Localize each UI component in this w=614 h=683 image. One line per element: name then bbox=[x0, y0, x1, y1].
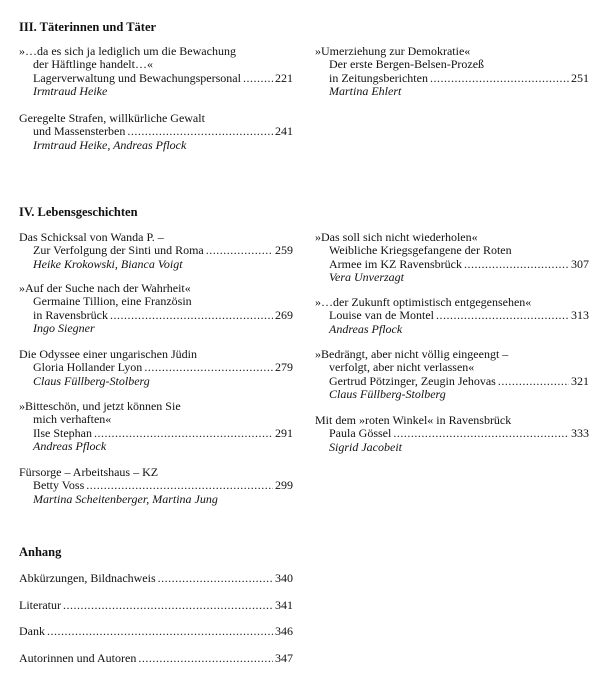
entry-title-text: verfolgt, aber nicht verlassen« bbox=[329, 360, 475, 375]
entry-title-line bbox=[19, 45, 293, 58]
entry-title-text: Zur Verfolgung der Sinti und Roma bbox=[33, 243, 204, 258]
entry-title-text: Betty Voss bbox=[33, 478, 85, 493]
entry-title-text: Germaine Tillion, eine Französin bbox=[33, 294, 192, 309]
entry-title-line bbox=[315, 414, 589, 427]
page-number: 347 bbox=[275, 651, 293, 665]
entry-title-line bbox=[315, 361, 589, 374]
page-number: 279 bbox=[275, 360, 293, 375]
entry-title-text: Das Schicksal von Wanda P. – bbox=[19, 230, 164, 244]
entry-title-text: Louise van de Montel bbox=[329, 308, 434, 323]
entry-title-line bbox=[315, 348, 589, 361]
entry-title-text: Armee im KZ Ravensbrück bbox=[329, 256, 462, 271]
toc-entry bbox=[315, 296, 589, 336]
appendix-line bbox=[19, 652, 293, 665]
page-number: 251 bbox=[571, 70, 589, 85]
entry-title-line bbox=[19, 479, 293, 492]
entry-title-line bbox=[19, 282, 293, 295]
entry-title-text: »Umerziehung zur Demokratie« bbox=[315, 44, 471, 58]
entry-title-text: Lagerverwaltung und Bewachungspersonal bbox=[33, 70, 241, 85]
toc-entry bbox=[19, 348, 293, 388]
toc-entry bbox=[19, 282, 293, 336]
page-number: 291 bbox=[275, 425, 293, 440]
entry-title-text: Paula Gössel bbox=[329, 426, 392, 441]
entry-title-text: in Zeitungsberichten bbox=[329, 70, 428, 85]
appendix-line bbox=[19, 572, 293, 585]
appendix-label: Abkürzungen, Bildnachweis bbox=[19, 571, 156, 585]
entry-author: Claus Füllberg-Stolberg bbox=[329, 387, 446, 402]
entry-title-text: Der erste Bergen-Belsen-Prozeß bbox=[329, 57, 485, 72]
entry-title-text: Gloria Hollander Lyon bbox=[33, 360, 143, 375]
toc-entry bbox=[315, 414, 589, 454]
toc-entry bbox=[19, 45, 293, 99]
entry-title-line bbox=[315, 231, 589, 244]
entry-title-line bbox=[19, 231, 293, 244]
leader-dots bbox=[206, 244, 273, 257]
leader-dots bbox=[436, 309, 569, 322]
appendix-line bbox=[19, 599, 293, 612]
entry-title-line bbox=[315, 427, 589, 440]
entry-title-line bbox=[19, 413, 293, 426]
appendix-entry bbox=[19, 652, 293, 665]
toc-entry bbox=[19, 400, 293, 454]
entry-title-text: »Bitteschön, und jetzt können Sie bbox=[19, 399, 181, 413]
entry-author: Ingo Siegner bbox=[33, 321, 95, 336]
entry-title-text: Fürsorge – Arbeitshaus – KZ bbox=[19, 465, 159, 479]
entry-author: Martina Scheitenberger, Martina Jung bbox=[33, 491, 218, 506]
leader-dots bbox=[86, 479, 273, 492]
entry-title-line bbox=[19, 244, 293, 257]
entry-title-text: »…da es sich ja lediglich um die Bewachung bbox=[19, 44, 236, 58]
entry-author: Claus Füllberg-Stolberg bbox=[33, 373, 150, 388]
entry-author: Andreas Pflock bbox=[33, 439, 107, 454]
entry-author: Heike Krokowski, Bianca Voigt bbox=[33, 256, 183, 271]
page-number: 259 bbox=[275, 243, 293, 258]
leader-dots bbox=[158, 572, 273, 585]
entry-title-text: Gertrud Pötzinger, Zeugin Jehovas bbox=[329, 373, 496, 388]
page-number: 341 bbox=[275, 598, 293, 612]
entry-title-line bbox=[19, 112, 293, 125]
page-number: 269 bbox=[275, 307, 293, 322]
entry-title-line bbox=[19, 361, 293, 374]
entry-author: Irmtraud Heike, Andreas Pflock bbox=[33, 137, 187, 152]
appendix-entry bbox=[19, 572, 293, 585]
leader-dots bbox=[464, 258, 569, 271]
page-number: 333 bbox=[571, 426, 589, 441]
leader-dots bbox=[110, 309, 273, 322]
page-number: 299 bbox=[275, 478, 293, 493]
leader-dots bbox=[63, 599, 273, 612]
leader-dots bbox=[243, 72, 273, 85]
appendix-label: Literatur bbox=[19, 598, 61, 612]
entry-title-text: der Häftlinge handelt…« bbox=[33, 57, 153, 72]
appendix-line bbox=[19, 625, 293, 638]
entry-title-line bbox=[19, 125, 293, 138]
entry-title-line bbox=[19, 295, 293, 308]
entry-title-line bbox=[315, 45, 589, 58]
toc-entry bbox=[19, 466, 293, 506]
leader-dots bbox=[144, 361, 273, 374]
page-number: 340 bbox=[275, 571, 293, 585]
leader-dots bbox=[498, 375, 569, 388]
leader-dots bbox=[127, 125, 273, 138]
entry-title-line bbox=[315, 58, 589, 71]
toc-entry bbox=[19, 112, 293, 152]
entry-title-text: Die Odyssee einer ungarischen Jüdin bbox=[19, 347, 197, 361]
entry-author: Andreas Pflock bbox=[329, 321, 403, 336]
appendix-entry bbox=[19, 599, 293, 612]
entry-title-line bbox=[315, 244, 589, 257]
entry-author: Irmtraud Heike bbox=[33, 84, 108, 99]
leader-dots bbox=[94, 427, 273, 440]
entry-author: Sigrid Jacobeit bbox=[329, 439, 402, 454]
entry-title-line bbox=[315, 258, 589, 271]
appendix-entry bbox=[19, 625, 293, 638]
entry-title-text: und Massensterben bbox=[33, 124, 126, 139]
leader-dots bbox=[393, 427, 569, 440]
entry-title-text: mich verhaften« bbox=[33, 412, 112, 427]
toc-entry bbox=[315, 348, 589, 402]
page-number: 241 bbox=[275, 124, 293, 139]
entry-title-text: »Auf der Suche nach der Wahrheit« bbox=[19, 281, 191, 295]
leader-dots bbox=[430, 72, 569, 85]
entry-author: Martina Ehlert bbox=[329, 84, 402, 99]
toc-entry bbox=[19, 231, 293, 271]
page-number: 313 bbox=[571, 308, 589, 323]
section-title-anhang: Anhang bbox=[19, 545, 62, 559]
page-number: 307 bbox=[571, 256, 589, 271]
entry-title-line bbox=[315, 72, 589, 85]
leader-dots bbox=[47, 625, 273, 638]
toc-entry bbox=[315, 45, 589, 99]
entry-title-line bbox=[19, 309, 293, 322]
appendix-label: Autorinnen und Autoren bbox=[19, 651, 137, 665]
entry-title-line bbox=[315, 375, 589, 388]
entry-title-text: »Bedrängt, aber nicht völlig eingeengt – bbox=[315, 347, 509, 361]
entry-title-line bbox=[315, 309, 589, 322]
entry-title-text: Ilse Stephan bbox=[33, 425, 92, 440]
entry-title-line bbox=[19, 348, 293, 361]
entry-title-line bbox=[315, 296, 589, 309]
page-number: 221 bbox=[275, 70, 293, 85]
entry-author: Vera Unverzagt bbox=[329, 270, 404, 285]
entry-title-text: in Ravensbrück bbox=[33, 307, 108, 322]
entry-title-text: Mit dem »roten Winkel« in Ravensbrück bbox=[315, 413, 512, 427]
page-number: 346 bbox=[275, 624, 293, 638]
entry-title-line bbox=[19, 466, 293, 479]
section-title-taeter: III. Täterinnen und Täter bbox=[19, 20, 157, 34]
leader-dots bbox=[138, 652, 273, 665]
entry-title-text: »Das soll sich nicht wiederholen« bbox=[315, 230, 478, 244]
entry-title-line bbox=[19, 400, 293, 413]
entry-title-text: Geregelte Strafen, willkürliche Gewalt bbox=[19, 111, 205, 125]
toc-entry bbox=[315, 231, 589, 285]
entry-title-line bbox=[19, 72, 293, 85]
entry-title-line bbox=[19, 427, 293, 440]
entry-title-line bbox=[19, 58, 293, 71]
appendix-label: Dank bbox=[19, 624, 45, 638]
entry-title-text: »…der Zukunft optimistisch entgegensehen« bbox=[315, 295, 532, 309]
entry-title-text: Weibliche Kriegsgefangene der Roten bbox=[329, 243, 512, 258]
section-title-leben: IV. Lebensgeschichten bbox=[19, 205, 138, 219]
page-number: 321 bbox=[571, 373, 589, 388]
